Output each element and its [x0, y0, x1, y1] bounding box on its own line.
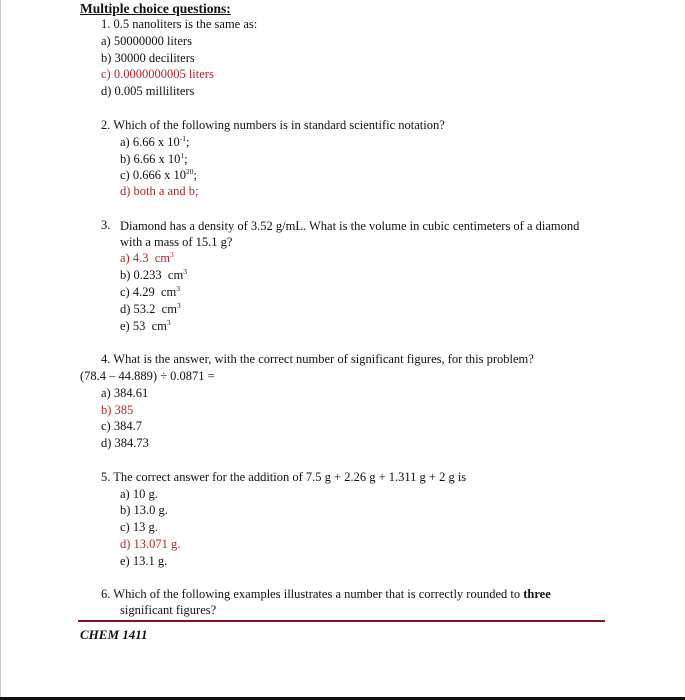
q3-number: 3.	[101, 218, 111, 232]
q2-option-d-answer: d) both a and b;	[120, 184, 199, 198]
q6-prompt: 6. Which of the following examples illustrates a number that is correctly rounded to three	[101, 587, 551, 601]
q1-option-d: d) 0.005 milliliters	[101, 84, 195, 98]
q3-option-e: e) 53 $cm^3$	[120, 317, 171, 333]
q1-option-c-answer: c) 0.0000000005 liters	[101, 67, 214, 81]
q2-option-a: a) 6.66 x $10^{-1}$;	[120, 133, 190, 149]
q4-prompt: 4. What is the answer, with the correct number of significant figures, for this problem?	[101, 352, 534, 366]
footer-divider	[78, 620, 605, 622]
q3-option-c: c) 4.29 $cm^3$	[120, 283, 180, 299]
q5-option-c: c) 13 g.	[120, 520, 158, 534]
q4-option-d: d) 384.73	[101, 436, 149, 450]
q4-option-b-answer: b) 385	[101, 403, 134, 417]
q3-option-b: b) 0.233 $cm^3$	[120, 266, 187, 282]
q1-prompt: 1. 0.5 nanoliters is the same as:	[101, 17, 258, 31]
q2-option-c: c) 0.666 x $10^{20}$;	[120, 166, 197, 182]
q2-option-b: b) 6.66 x $10^1$;	[120, 150, 188, 166]
q5-prompt: 5. The correct answer for the addition of 7.5 g + 2.26 g + 1.311 g + 2 g is	[101, 470, 467, 484]
q1-option-a: a) 50000000 liters	[101, 34, 192, 48]
q3-prompt: Diamond has a density of 3.52 g/mL. What is the volume in cubic centimeters of a diamond with a mass of 15.1 g?	[120, 219, 580, 249]
page-left-border	[0, 0, 1, 700]
page-heading: Multiple choice questions:	[80, 1, 231, 16]
q3-option-d: d) 53.2 $cm^3$	[120, 300, 181, 316]
q5-option-d-answer: d) 13.071 g.	[120, 537, 181, 551]
q4-option-a: a) 384.61	[101, 386, 149, 400]
q3-option-a-answer: a) 4.3 $cm^3$	[120, 249, 174, 265]
q1-option-b: b) 30000 deciliters	[101, 51, 195, 65]
q2-prompt: 2. Which of the following numbers is in standard scientific notation?	[101, 118, 445, 132]
q4-expression: (78.4 – 44.889) ÷ 0.0871 =	[80, 369, 215, 383]
q6-emphasis: three	[523, 587, 551, 601]
course-footer: CHEM 1411	[80, 627, 148, 642]
q6-prompt-line2: significant figures?	[120, 603, 217, 617]
q5-option-e: e) 13.1 g.	[120, 554, 168, 568]
q5-option-b: b) 13.0 g.	[120, 503, 168, 517]
q4-option-c: c) 384.7	[101, 419, 142, 433]
q5-option-a: a) 10 g.	[120, 487, 158, 501]
